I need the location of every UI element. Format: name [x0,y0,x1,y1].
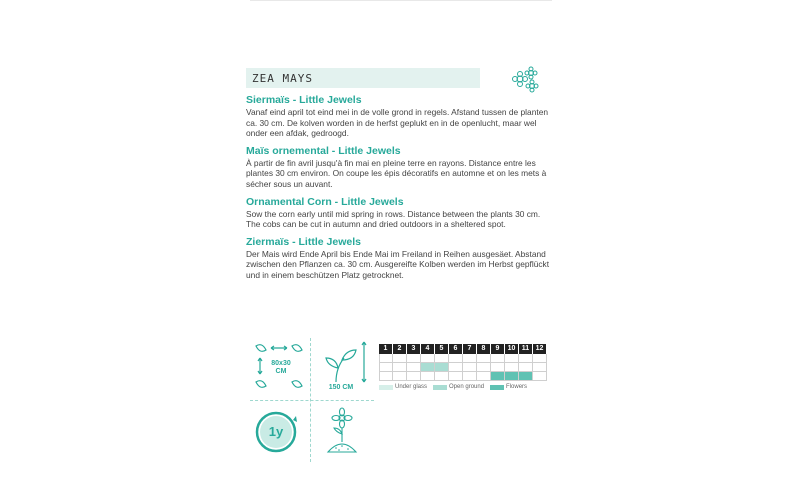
title-bar [246,68,480,88]
calendar-cell [491,372,505,381]
calendar-cell [505,354,519,363]
calendar-cell [379,354,393,363]
spacing-value: 80x30 [271,360,291,367]
month-header: 4 [421,344,435,354]
section-title: Ornamental Corn - Little Jewels [246,195,404,208]
calendar-cell [505,363,519,372]
section-body: Sow the corn early until mid spring in rows. Distance between the plants 30 cm. The cobs can be cut in autumn and dried outdoors in a sheltered spot. [246,208,541,230]
annual-tile [250,404,308,462]
month-header: 11 [519,344,533,354]
calendar-cell [519,372,533,381]
month-header: 9 [491,344,505,354]
sowing-tile [314,404,372,462]
section-nl [246,94,556,139]
calendar-cell [519,354,533,363]
calendar-cell [421,372,435,381]
calendar-cell [533,363,547,372]
month-header: 1 [379,344,393,354]
calendar-cell [407,372,421,381]
month-header: 12 [533,344,547,354]
legend-swatch [379,385,393,390]
legend-item [490,384,527,390]
month-header: 3 [407,344,421,354]
month-header: 7 [463,344,477,354]
calendar-cell [463,363,477,372]
calendar-cell [463,354,477,363]
calendar-cell [449,372,463,381]
section-body: Der Mais wird Ende April bis Ende Mai im Freiland in Reihen ausgesäet. Abstand zwischen den Pflanzen ca. 30 cm. Ausgereifte Kolben werden im Herbst gepflückt und in einem beschützen Platz getrocknet. [246,248,550,280]
calendar-cell [519,363,533,372]
calendar-cell [463,372,477,381]
calendar-cell [435,363,449,372]
calendar-cell [491,363,505,372]
calendar-cell [491,354,505,363]
annual-label: 1y [268,424,284,439]
calendar-cell [421,354,435,363]
calendar-cell [477,372,491,381]
section-en [246,196,556,230]
legend-swatch [433,385,447,390]
flower-cluster-icon [509,64,543,94]
calendar-cell [533,354,547,363]
month-header: 2 [393,344,407,354]
calendar-cell [393,363,407,372]
calendar-cell [379,363,393,372]
top-rule [250,0,552,1]
legend-label: Under glass [395,384,428,390]
section-de [246,236,556,281]
legend-swatch [490,385,504,390]
month-header: 5 [435,344,449,354]
section-title: Maïs ornemental - Little Jewels [246,144,401,157]
height-value: 150 CM [328,384,354,391]
calendar-legend [379,384,547,390]
sowing-calendar [379,344,547,390]
legend-item [379,384,427,390]
calendar-body [379,354,547,381]
section-title: Ziermaïs - Little Jewels [246,235,361,248]
calendar-cell [533,372,547,381]
seed-packet-back [246,68,556,281]
section-fr [246,145,556,190]
section-body: Vanaf eind april tot eind mei in de volle grond in regels. Afstand tussen de planten ca. 30 cm. De kolven worden in de herfst geplukt en in de openlucht, maar wel onder een afdak, gedroogd. [246,107,549,139]
species-title: ZEA MAYS [252,71,313,85]
legend-item [433,384,484,390]
height-tile [314,338,372,396]
legend-label: Flowers [506,384,528,390]
flower-soil-icon [314,404,372,462]
spacing-tile [250,338,308,396]
calendar-cell [435,372,449,381]
calendar-cell [505,372,519,381]
calendar-cell [393,354,407,363]
calendar-cell [379,372,393,381]
calendar-cell [407,354,421,363]
spacing-unit: CM [275,368,287,375]
month-header: 6 [449,344,463,354]
calendar-cell [435,354,449,363]
calendar-header [379,344,547,354]
calendar-cell [421,363,435,372]
section-body: À partir de fin avril jusqu'à fin mai en pleine terre en rayons. Distance entre les plantes 30 cm environ. On coupe les épis décoratifs en automne et on les mets à sécher sous un auvant. [246,157,547,189]
tile-divider [250,400,374,402]
calendar-cell [407,363,421,372]
month-header: 8 [477,344,491,354]
month-header: 10 [505,344,519,354]
calendar-cell [449,363,463,372]
info-tiles [250,338,380,460]
legend-label: Open ground [449,384,485,390]
calendar-cell [477,363,491,372]
calendar-cell [449,354,463,363]
section-title: Siermaïs - Little Jewels [246,94,362,106]
calendar-cell [393,372,407,381]
calendar-cell [477,354,491,363]
